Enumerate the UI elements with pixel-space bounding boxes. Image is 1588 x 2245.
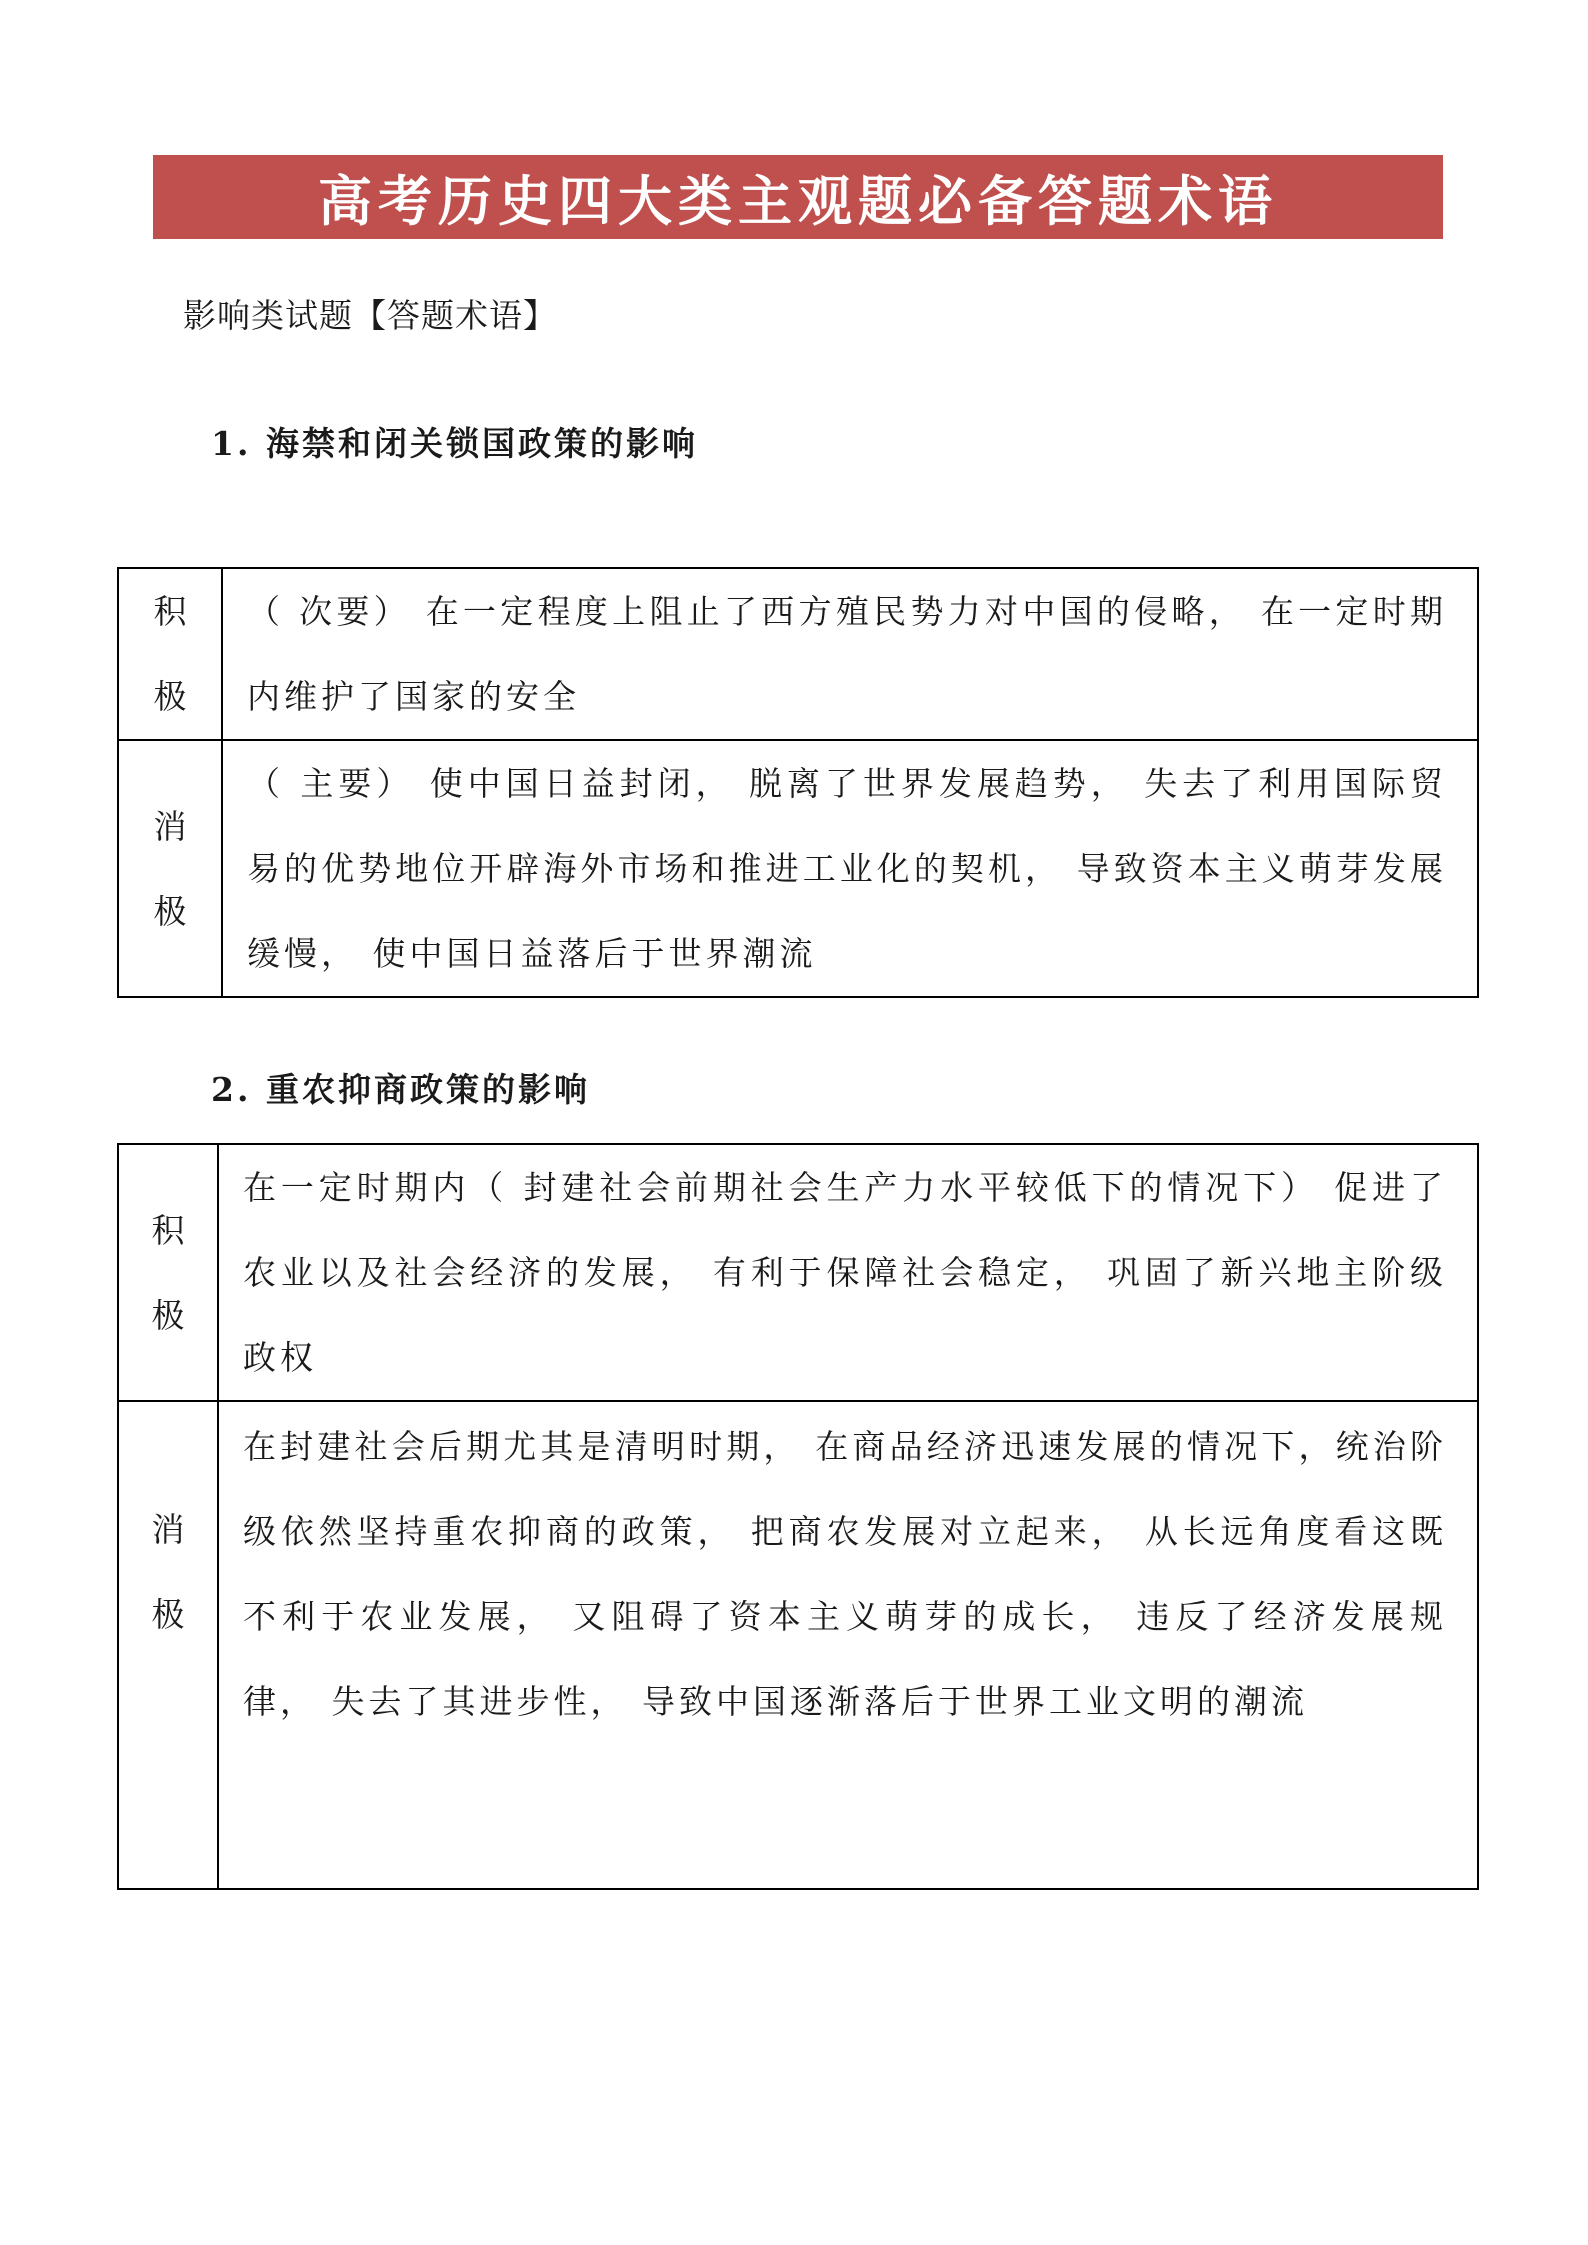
row-content-negative: 在封建社会后期尤其是清明时期， 在商品经济迅速发展的情况下，统治阶级依然坚持重农抑商的政策， 把商农发展对立起来， 从长远角度看这既不利于农业发展， 又阻碍了资本主义萌芽的成长， 违反了经济发展规律， 失去了其进步性， 导致中国逐渐落后于世界工业文明的潮流 <box>218 1401 1478 1889</box>
label-cell <box>118 1401 218 1889</box>
label-cell <box>118 1144 218 1401</box>
table-row-positive <box>118 568 1478 740</box>
page-title: 高考历史四大类主观题必备答题术语 <box>318 168 1278 233</box>
impact-table-2 <box>117 1143 1479 1890</box>
title-banner <box>153 155 1443 239</box>
row-label-positive: 积极 <box>151 1210 185 1335</box>
row-label-negative: 消极 <box>153 806 187 931</box>
table-row-positive <box>118 1144 1478 1401</box>
row-content-positive: 在一定时期内（ 封建社会前期社会生产力水平较低下的情况下） 促进了农业以及社会经济的发展， 有利于保障社会稳定， 巩固了新兴地主阶级政权 <box>218 1144 1478 1401</box>
impact-table-1 <box>117 567 1479 998</box>
section-label: 影响类试题【答题术语】 <box>183 296 557 335</box>
label-cell <box>118 568 222 740</box>
row-label-negative: 消极 <box>151 1510 185 1634</box>
row-label-positive: 积极 <box>153 592 187 716</box>
topic-heading-1: 1. 海禁和闭关锁国政策的影响 <box>211 424 698 463</box>
table-row-negative <box>118 740 1478 997</box>
row-content-negative: （ 主要） 使中国日益封闭， 脱离了世界发展趋势， 失去了利用国际贸易的优势地位开辟海外市场和推进工业化的契机， 导致资本主义萌芽发展缓慢， 使中国日益落后于世界潮流 <box>222 740 1478 997</box>
topic-heading-2: 2. 重农抑商政策的影响 <box>211 1070 590 1109</box>
row-content-positive: （ 次要） 在一定程度上阻止了西方殖民势力对中国的侵略， 在一定时期内维护了国家的安全 <box>222 568 1478 740</box>
label-cell <box>118 740 222 997</box>
table-row-negative <box>118 1401 1478 1889</box>
